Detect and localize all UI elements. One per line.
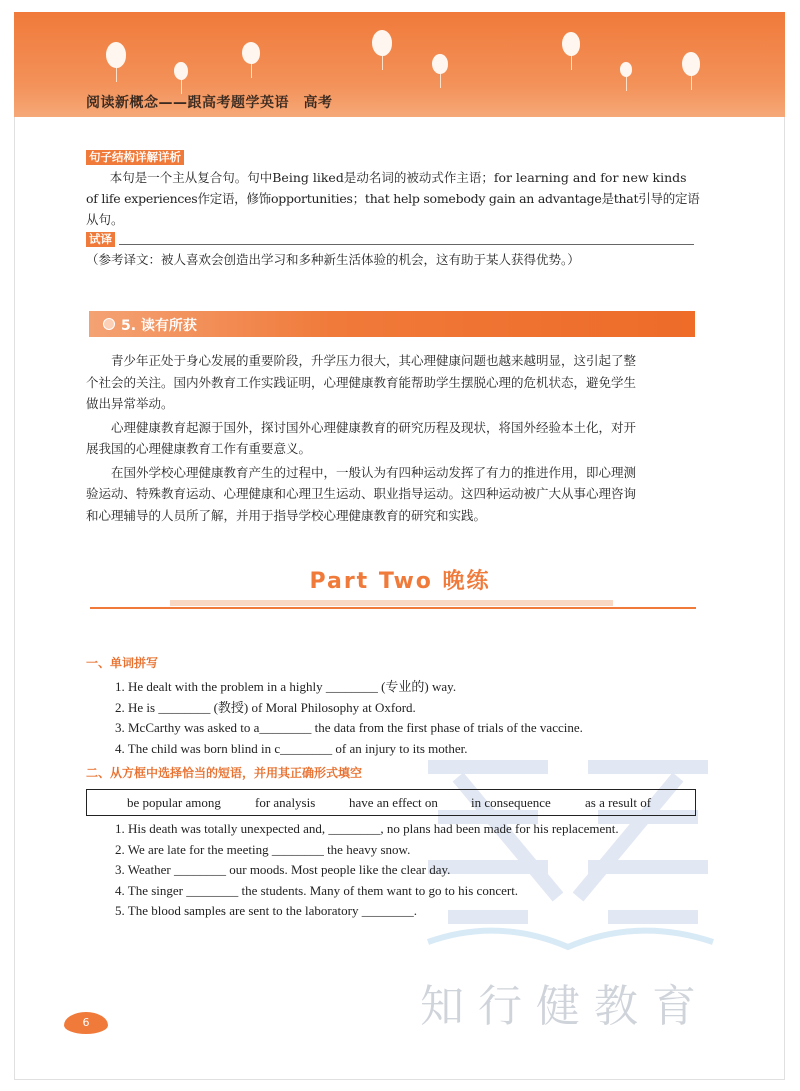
balloon-icon xyxy=(372,30,392,56)
translation-answer-line[interactable] xyxy=(119,230,694,245)
balloon-icon xyxy=(620,62,632,77)
phrase-option: as a result of xyxy=(585,795,652,810)
list-item: 1. He dealt with the problem in a highly ________ (专业的) way. xyxy=(115,679,457,694)
paragraph: 心理健康教育起源于国外，探讨国外心理健康教育的研究历程及现状，将国外经验本土化，对开 展我国的心理健康教育工作有重要意义。 xyxy=(86,419,637,456)
phrase-option: in consequence xyxy=(471,795,551,810)
phrase-option: be popular among xyxy=(127,795,221,810)
section-5-body xyxy=(86,350,698,526)
balloon-icon xyxy=(682,52,700,76)
list-item: 2. We are late for the meeting ________ the heavy snow. xyxy=(115,841,411,857)
analysis-line: 本句是一个主从复合句。句中Being liked是动名词的被动式作主语；for learning and for new kinds xyxy=(109,170,687,185)
paragraph: 青少年正处于身心发展的重要阶段，升学压力很大，其心理健康问题也越来越明显，这引起了整 个社会的关注。国内外教育工作实践证明，心理健康教育能帮助学生摆脱心理的危机状态，避免学生 做出异常举动。 xyxy=(86,353,637,411)
book-title: 阅读新概念——跟高考题学英语 高考 xyxy=(86,95,333,111)
list-item: 3. McCarthy was asked to a________ the data from the first phase of trials of the vaccine. xyxy=(115,720,583,736)
exercise-2-heading: 二、从方框中选择恰当的短语，并用其正确形式填空 xyxy=(86,766,363,780)
exercise-1-heading: 一、单词拼写 xyxy=(86,656,159,670)
list-item: 4. The child was born blind in c________ of an injury to its mother. xyxy=(115,740,468,756)
list-item: 4. The singer ________ the students. Many of them want to go to his concert. xyxy=(115,882,519,898)
analysis-line: 从句。 xyxy=(86,212,124,227)
translate-label: 试译 xyxy=(86,232,115,247)
list-item: 2. He is ________ (教授) of Moral Philosophy at Oxford. xyxy=(115,699,416,715)
bullet-icon xyxy=(103,318,115,330)
section-5-title: 5. 读有所获 xyxy=(121,318,197,334)
analysis-line: of life experiences作定语，修饰opportunities；that help somebody gain an advantage是that引导的定语 xyxy=(86,191,700,206)
sentence-analysis-label: 句子结构详解详析 xyxy=(86,150,184,165)
reference-translation: （参考译文：被人喜欢会创造出学习和多种新生活体验的机会，这有助于某人获得优势。） xyxy=(86,252,580,267)
balloon-icon xyxy=(562,32,580,56)
list-item: 3. Weather ________ our moods. Most people like the clear day. xyxy=(115,862,451,878)
exercise-1-list xyxy=(115,677,715,759)
paragraph: 在国外学校心理健康教育产生的过程中，一般认为有四种运动发挥了有力的推进作用，即心理测 验运动、特殊教育运动、心理健康和心理卫生运动、职业指导运动。这四种运动被广大从事心理咨询 和心理辅导的人员所了解，并用于指导学校心理健康教育的研究和实践。 xyxy=(86,464,637,523)
section-5-header xyxy=(89,311,695,337)
page-number: 6 xyxy=(64,1012,108,1034)
title-rule xyxy=(90,607,696,609)
sentence-analysis xyxy=(86,146,698,270)
balloon-icon xyxy=(432,54,448,74)
part-two-title: Part Two 晚练 xyxy=(309,569,491,594)
title-underline xyxy=(170,600,613,606)
list-item: 5. The blood samples are sent to the laboratory ________. xyxy=(115,903,417,919)
phrase-box xyxy=(86,789,696,816)
phrase-option: have an effect on xyxy=(349,795,438,810)
watermark-text: 知行健教育 xyxy=(420,981,710,1032)
balloon-icon xyxy=(106,42,126,68)
balloon-icon xyxy=(242,42,260,64)
balloon-icon xyxy=(174,62,188,80)
exercise-2-list xyxy=(115,819,715,922)
list-item: 1. His death was totally unexpected and, ________, no plans had been made for his replacement. xyxy=(115,821,619,836)
phrase-option: for analysis xyxy=(255,795,316,810)
